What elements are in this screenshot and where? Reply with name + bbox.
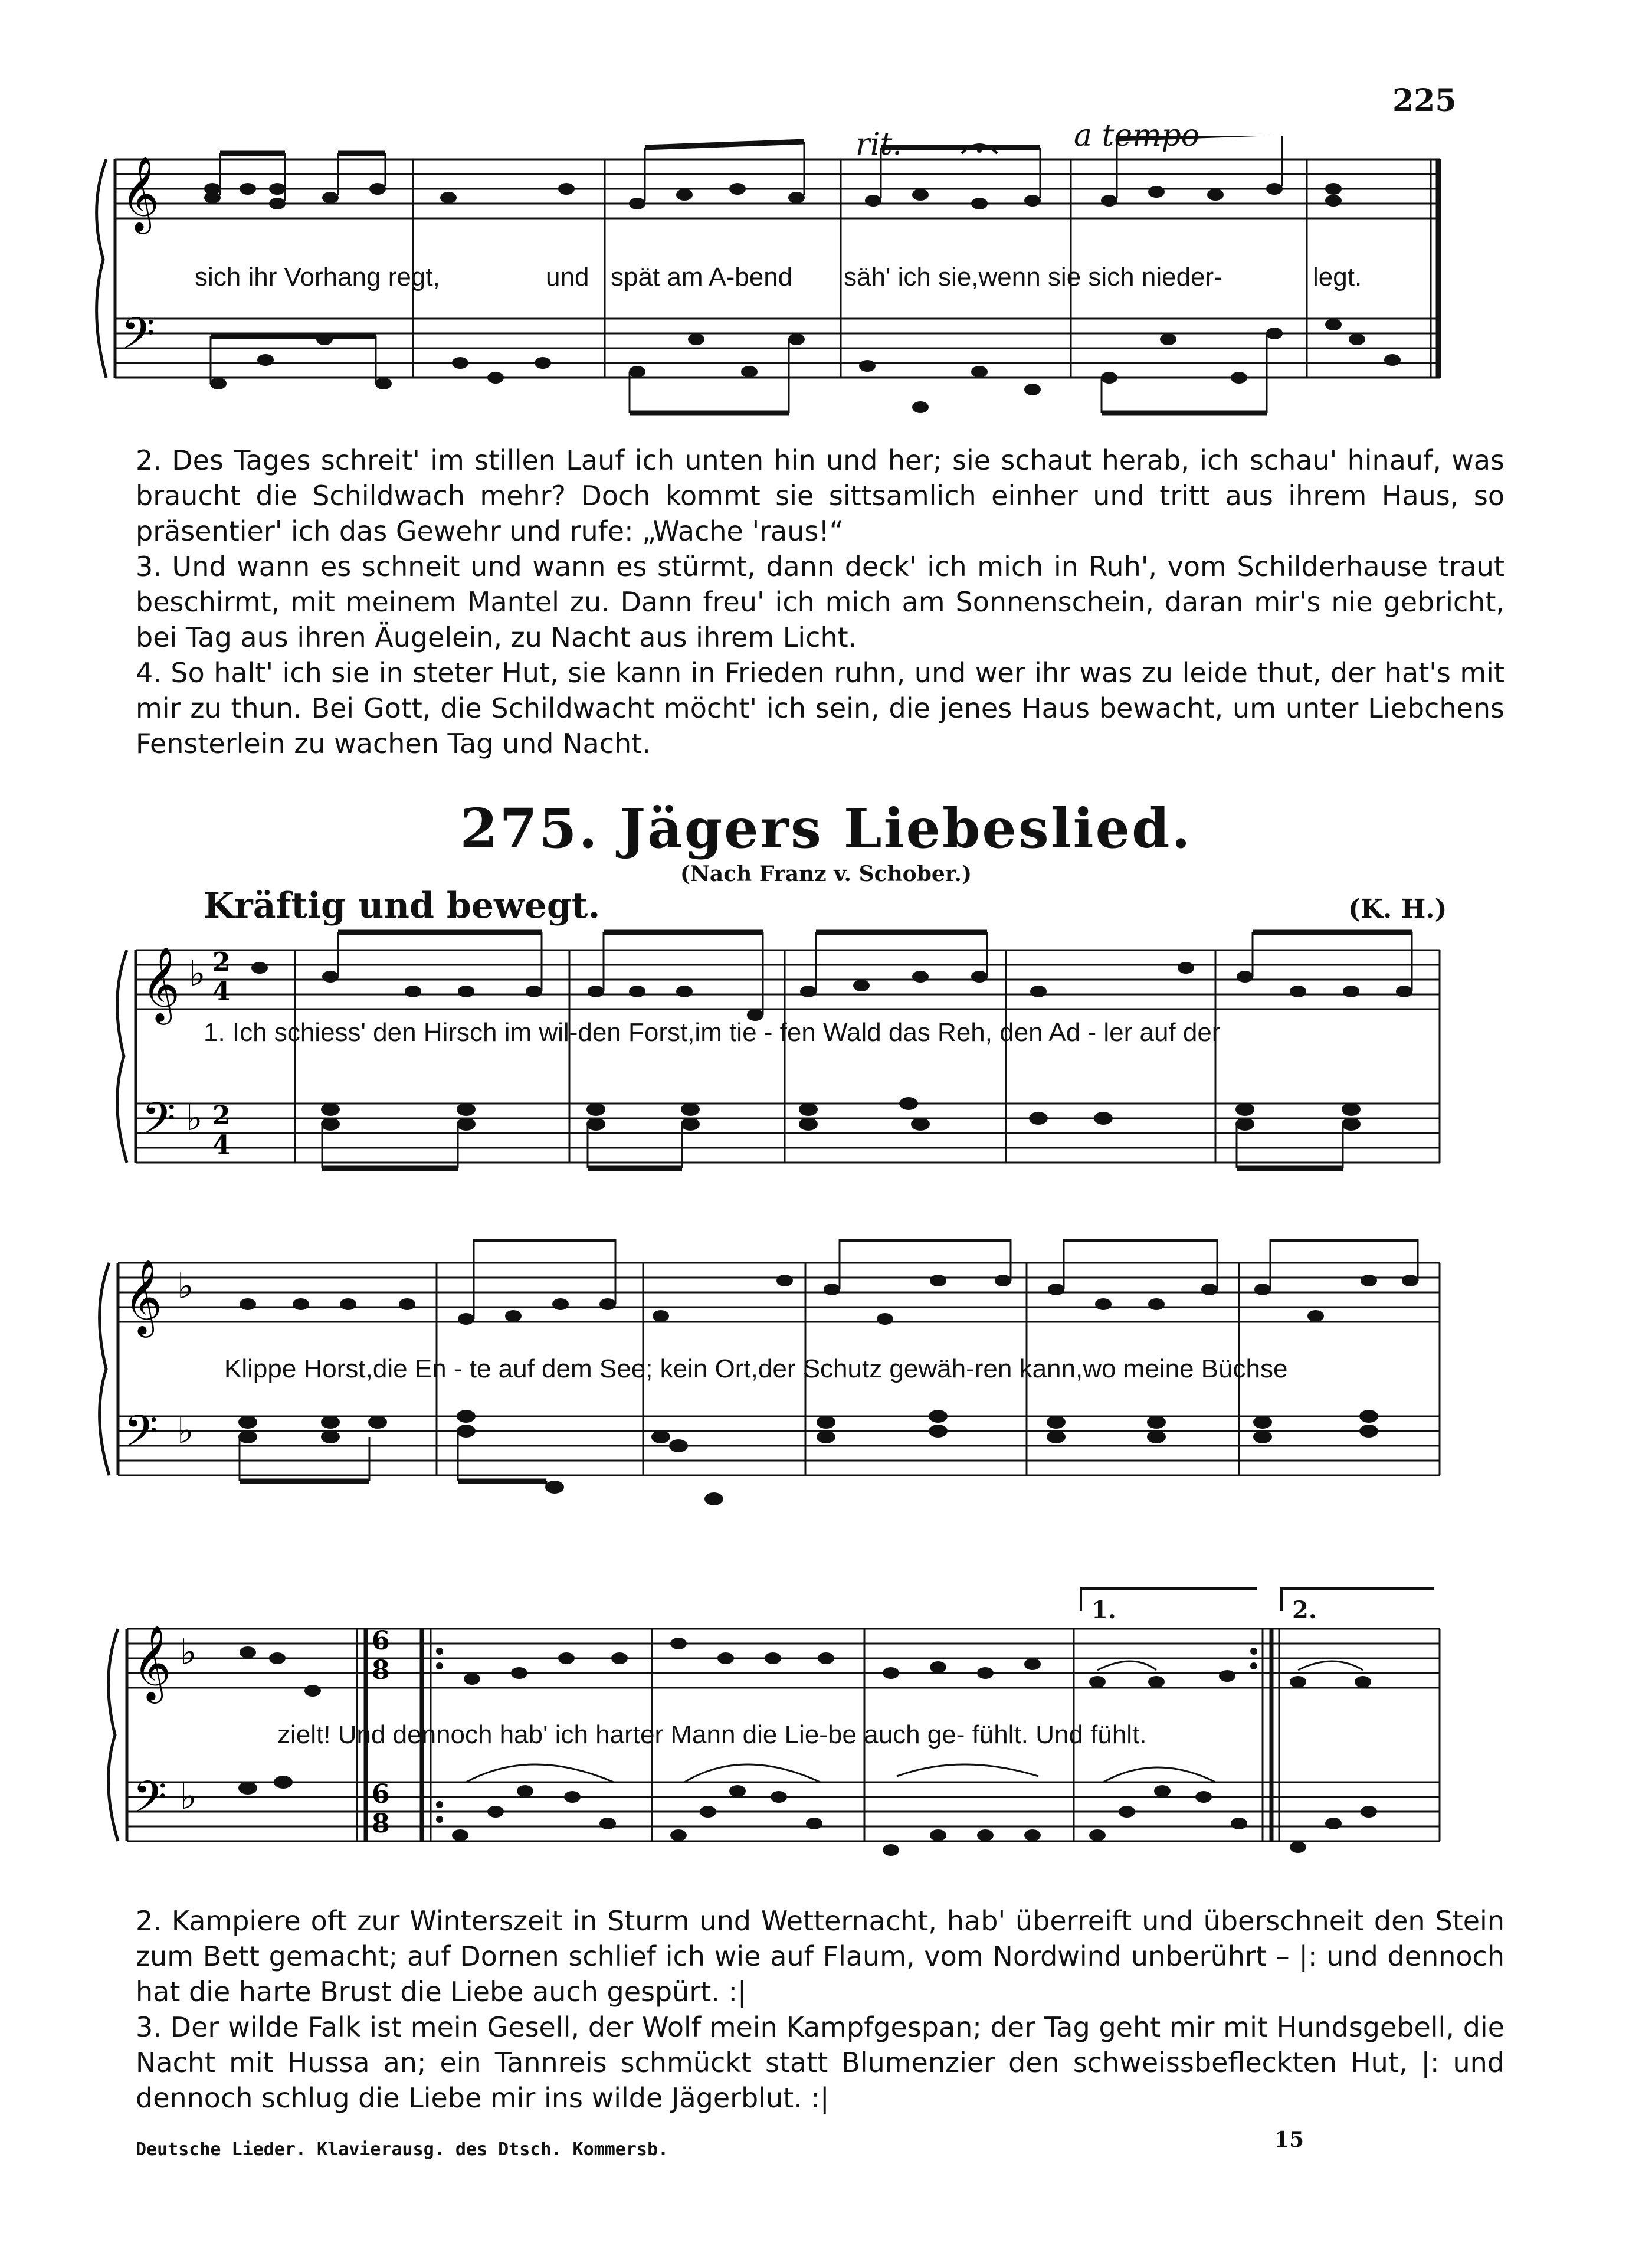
lyric-1d: säh' ich sie,wenn sie sich nieder- — [844, 263, 1222, 292]
lyric-line-2: 1. Ich schiess' den Hirsch im wil-den Forst,im tie - fen Wald das Reh, den Ad - ler auf der — [204, 1018, 1221, 1047]
svg-text:♭: ♭ — [180, 1632, 197, 1673]
svg-text:♭: ♭ — [186, 1098, 203, 1139]
svg-text:𝄢: 𝄢 — [142, 1093, 176, 1155]
lyric-line-3: Klippe Horst,die En - te auf dem See; kein Ort,der Schutz gewäh-ren kann,wo meine Büchse — [224, 1354, 1288, 1383]
svg-text:♭: ♭ — [177, 1266, 194, 1307]
verse-3-song-2: 3. Der wilde Falk ist mein Gesell, der Wolf mein Kampfgespan; der Tag geht mir mit Hundsgebell, die Nacht mit Hussa an; ein Tannreis schmückt statt Blumenzier den schweissbefleckten Hut, |: und dennoch schlug die Liebe mir ins wilde Jägerblut. :| — [136, 2011, 1504, 2114]
svg-text:𝄞: 𝄞 — [133, 1625, 172, 1700]
svg-text:8: 8 — [372, 1809, 390, 1839]
svg-text:𝄢: 𝄢 — [124, 1406, 158, 1468]
svg-text:♭: ♭ — [180, 1776, 197, 1818]
svg-text:8: 8 — [372, 1655, 390, 1685]
page-number: 225 — [1392, 83, 1457, 119]
svg-text:𝄞: 𝄞 — [121, 155, 160, 231]
svg-text:4: 4 — [212, 1130, 231, 1160]
verse-2-song-1: 2. Des Tages schreit' im stillen Lauf ich unten hin und her; sie schaut herab, ich schau' hinauf, was braucht die Schildwach mehr? Doch kommt sie sittsamlich einher und tritt aus ihrem Haus, so präsentier' ich das Gewehr und rufe: „Wache 'raus!“ — [136, 444, 1504, 547]
lyric-1b: und — [546, 263, 589, 292]
volta-2: 2. — [1292, 1596, 1317, 1624]
rit-marking: rit. — [856, 127, 902, 162]
song-title: 275. Jägers Liebeslied. — [460, 797, 1192, 860]
lyric-1c: spät am A-bend — [611, 263, 793, 292]
lyric-line-4: zielt! Und dennoch hab' ich harter Mann die Lie-be auch ge- fühlt. Und fühlt. — [277, 1720, 1147, 1749]
svg-text:𝄞: 𝄞 — [142, 946, 181, 1021]
a-tempo-marking: a tempo — [1074, 118, 1200, 153]
verse-3-song-1: 3. Und wann es schneit und wann es stürmt, dann deck' ich mich in Ruh', vom Schilderhause traut beschirmt, mit meinem Mantel zu. Dann freu' ich mich am Sonnenschein, daran mir's nie gebricht, bei Tag aus ihren Äugelein, zu Nacht aus ihrem Licht. — [136, 551, 1504, 653]
svg-text:𝄢: 𝄢 — [121, 308, 155, 370]
svg-text:𝄞: 𝄞 — [124, 1259, 163, 1334]
music-system-2 — [0, 926, 1652, 1222]
verses-song-2 — [136, 1903, 1504, 2116]
svg-text:2: 2 — [212, 947, 231, 977]
footer-source: Deutsche Lieder. Klavierausg. des Dtsch. Kommersb. — [136, 2139, 669, 2160]
svg-text:6: 6 — [372, 1779, 390, 1809]
svg-text:4: 4 — [212, 977, 231, 1007]
svg-text:𝄢: 𝄢 — [133, 1772, 167, 1834]
verse-2-song-2: 2. Kampiere oft zur Winterszeit in Sturm und Wetternacht, hab' überreift und überschneit den Stein zum Bett gemacht; auf Dornen schlief ich wie auf Flaum, vom Nordwind unberührt – |: und dennoch hat die harte Brust die Liebe auch gespürt. :| — [136, 1905, 1504, 2008]
composer-credit: (K. H.) — [1348, 894, 1447, 924]
lyric-1a: sich ihr Vorhang regt, — [195, 263, 440, 292]
lyric-1e: legt. — [1313, 263, 1362, 292]
volta-1: 1. — [1092, 1596, 1116, 1624]
music-system-3 — [0, 1239, 1652, 1534]
tempo-marking: Kräftig und bewegt. — [204, 885, 601, 926]
svg-text:2: 2 — [212, 1101, 231, 1131]
song-subtitle: (Nach Franz v. Schober.) — [680, 862, 972, 886]
verse-4-song-1: 4. So halt' ich sie in steter Hut, sie kann in Frieden ruhn, und wer ihr was zu leide thut, der hat's mit mir zu thun. Bei Gott, die Schildwacht möcht' ich sein, die jenes Haus bewacht, um unter Liebchens Fensterlein zu wachen Tag und Nacht. — [136, 657, 1504, 759]
verses-song-1 — [136, 443, 1504, 761]
svg-text:6: 6 — [372, 1626, 390, 1656]
footer-sheet-number: 15 — [1274, 2127, 1304, 2152]
svg-text:♭: ♭ — [189, 953, 206, 994]
svg-text:♭: ♭ — [177, 1410, 194, 1452]
